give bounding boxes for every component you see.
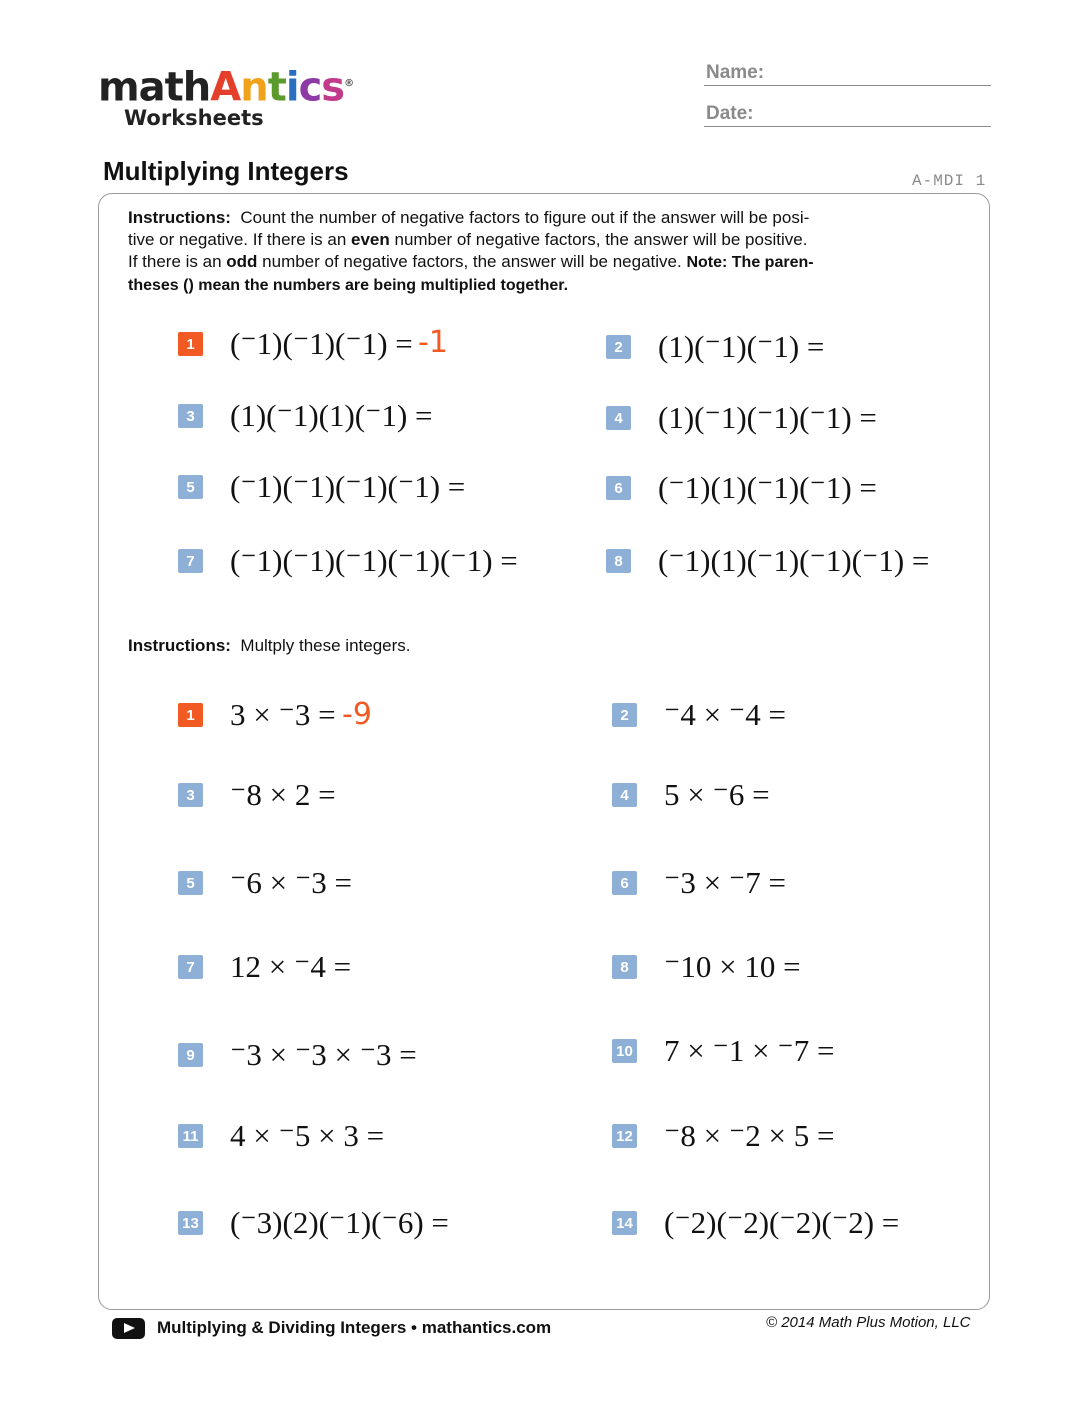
problem-expression: 4 × ⁻5 × 3 =: [230, 1118, 385, 1153]
problem-number-badge: 1: [178, 703, 203, 727]
answer-example: -1: [418, 325, 448, 360]
problem-expression: 3 × ⁻3 =: [230, 697, 336, 732]
problem-expression: (1)(⁻1)(⁻1) =: [658, 329, 825, 364]
problem-expression: ⁻3 × ⁻3 × ⁻3 =: [230, 1037, 417, 1072]
problem-expression: (1)(⁻1)(1)(⁻1) =: [230, 398, 433, 433]
problem-number-badge: 6: [612, 871, 637, 895]
copyright: © 2014 Math Plus Motion, LLC: [766, 1314, 971, 1331]
problem-expression: (⁻1)(⁻1)(⁻1)(⁻1)(⁻1) =: [230, 543, 518, 578]
problem-number-badge: 4: [612, 783, 637, 807]
problem-expression: (⁻1)(⁻1)(⁻1) =: [230, 326, 413, 361]
problem-number-badge: 7: [178, 955, 203, 979]
problem-expression: ⁻4 × ⁻4 =: [664, 697, 786, 732]
problem-number-badge: 7: [178, 549, 203, 573]
problem-number-badge: 11: [178, 1124, 203, 1148]
play-icon[interactable]: [112, 1318, 145, 1339]
math-antics-logo: mathAntics®: [98, 64, 354, 111]
answer-example: -9: [342, 697, 372, 732]
problem-number-badge: 2: [606, 335, 631, 359]
problem-expression: 5 × ⁻6 =: [664, 777, 770, 812]
problem-expression: (⁻3)(2)(⁻1)(⁻6) =: [230, 1205, 449, 1240]
problem-expression: 7 × ⁻1 × ⁻7 =: [664, 1033, 835, 1068]
problem-number-badge: 8: [612, 955, 637, 979]
problem-number-badge: 2: [612, 703, 637, 727]
problem-number-badge: 3: [178, 783, 203, 807]
name-label: Name:: [706, 62, 765, 83]
footer-link[interactable]: Multiplying & Dividing Integers • mathantics.com: [157, 1318, 552, 1337]
problem-expression: ⁻6 × ⁻3 =: [230, 865, 352, 900]
problem-number-badge: 12: [612, 1124, 637, 1148]
problem-number-badge: 1: [178, 332, 203, 356]
instructions-1: Instructions: Count the number of negative factors to figure out if the answer will be posi- tive or negative. If there is an even number of negative factors, the answer will be positive. If there is an odd number of negative factors, the answer will be negative. Note: The paren- theses () mean the numbers are being multiplied together.: [128, 208, 814, 294]
date-label: Date:: [706, 103, 754, 124]
problem-expression: 12 × ⁻4 =: [230, 949, 352, 984]
problem-number-badge: 6: [606, 476, 631, 500]
logo-subtitle: Worksheets: [124, 106, 264, 130]
problem-number-badge: 8: [606, 549, 631, 573]
instructions-2: Instructions: Multply these integers.: [128, 636, 411, 655]
problem-expression: ⁻8 × ⁻2 × 5 =: [664, 1118, 835, 1153]
problem-number-badge: 5: [178, 871, 203, 895]
problem-expression: ⁻3 × ⁻7 =: [664, 865, 786, 900]
problem-number-badge: 3: [178, 404, 203, 428]
problem-number-badge: 13: [178, 1211, 203, 1235]
name-line[interactable]: [704, 85, 991, 86]
worksheet-code: A-MDI 1: [912, 172, 987, 190]
problem-expression: (⁻2)(⁻2)(⁻2)(⁻2) =: [664, 1205, 900, 1240]
problem-expression: (⁻1)(1)(⁻1)(⁻1)(⁻1) =: [658, 543, 930, 578]
problem-expression: ⁻10 × 10 =: [664, 949, 801, 984]
problem-expression: (1)(⁻1)(⁻1)(⁻1) =: [658, 400, 877, 435]
problem-number-badge: 14: [612, 1211, 637, 1235]
page-title: Multiplying Integers: [103, 156, 349, 186]
problem-expression: (⁻1)(⁻1)(⁻1)(⁻1) =: [230, 469, 466, 504]
date-line[interactable]: [704, 126, 991, 127]
problem-expression: ⁻8 × 2 =: [230, 777, 336, 812]
problem-number-badge: 5: [178, 475, 203, 499]
problem-number-badge: 9: [178, 1043, 203, 1067]
problem-number-badge: 10: [612, 1039, 637, 1063]
problem-expression: (⁻1)(1)(⁻1)(⁻1) =: [658, 470, 877, 505]
problem-number-badge: 4: [606, 406, 631, 430]
